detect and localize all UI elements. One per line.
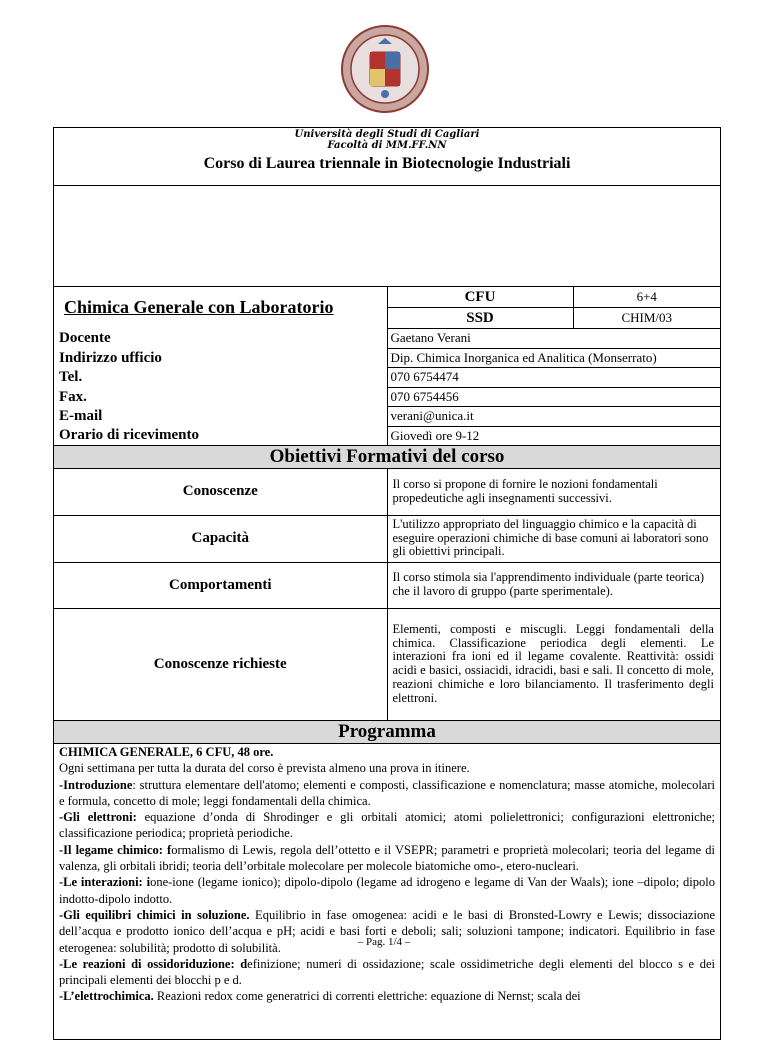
topic-title: -Gli elettroni:: [59, 810, 137, 825]
topic-text: ormalismo di Lewis, regola dell’ottetto e il VSEPR; parametri e proprietà molecolari; teoria del legame di valenza, gli orbitali ibridi; teoria dell’orbitale molecolare per molecole biatomiche omo-, etero-nucleari.: [59, 842, 715, 874]
info-value-tel: 070 6754474: [387, 368, 720, 388]
topic-title: -Introduzione: [59, 777, 133, 792]
program-topic: [59, 874, 715, 907]
faculty-name: Facoltà di MM.FF.NN: [327, 140, 447, 151]
info-value-indirizzo: Dip. Chimica Inorganica ed Analitica (Monserrato): [387, 348, 720, 368]
topic-title: -Le interazioni: i: [59, 875, 151, 890]
degree-title: Corso di Laurea triennale in Biotecnologie Industriali: [203, 155, 571, 172]
university-seal-logo: [340, 24, 430, 114]
header-blank-area: [54, 186, 720, 287]
program-topic: [59, 777, 715, 810]
topic-title: -Gli equilibri chimici in soluzione.: [59, 907, 250, 922]
ssd-value: CHIM/03: [573, 308, 720, 329]
objective-text-conoscenze-richieste: Elementi, composti e miscugli. Leggi fondamentali della chimica. Classificazione periodica degli elementi. Le interazioni fra ioni ed il legame covalente. Reattività: ossidi acidi e basici, ossiacidi, idracidi, basi e sali. Il concetto di mole, reazioni chimiche e loro bilanciamento. Il trasferimento degli elettroni.: [392, 621, 714, 705]
objective-label-comportamenti: Comportamenti: [54, 562, 387, 608]
objective-label-conoscenze: Conoscenze: [54, 469, 387, 515]
program-body: [54, 744, 720, 1039]
info-label-docente: Docente: [59, 330, 111, 346]
info-value-docente: Gaetano Verani: [387, 329, 720, 349]
info-label-email: E-mail: [59, 408, 103, 424]
objective-text-capacita: L'utilizzo appropriato del linguaggio chimico e la capacità di eseguire operazioni chimiche di base comuni ai laboratori sono gli obiettivi principali.: [387, 515, 720, 562]
program-topic: [59, 907, 715, 956]
cfu-value: 6+4: [573, 287, 720, 308]
topic-title: -Le reazioni di ossidoriduzione: d: [59, 956, 248, 971]
objectives-heading: Obiettivi Formativi del corso: [54, 445, 720, 469]
program-course-line: CHIMICA GENERALE, 6 CFU, 48 ore.: [59, 745, 274, 759]
info-value-orario: Giovedì ore 9-12: [387, 426, 720, 445]
document-frame: [53, 127, 721, 1040]
topic-text: Reazioni redox come generatrici di correnti elettriche: equazione di Nernst; scala dei: [153, 989, 581, 1004]
program-topic: [59, 956, 715, 989]
info-value-fax: 070 6754456: [387, 387, 720, 407]
topic-text: : struttura elementare dell'atomo; elementi e composti, classificazione e nomenclatura; masse atomiche, molecolari e formula, concetto di mole; leggi fondamentali della chimica.: [59, 777, 715, 808]
info-label-indirizzo: Indirizzo ufficio: [59, 349, 162, 366]
objective-label-capacita: Capacità: [54, 515, 387, 562]
topic-title: -L’elettrochimica.: [59, 989, 154, 1004]
institution-header: [54, 129, 720, 186]
program-topic: [59, 809, 715, 842]
topic-text: equazione d’onda di Shrodinger e gli orbitali atomici; atomi polielettronici; configurazioni elettroniche; classificazione periodica; proprietà periodiche.: [59, 810, 715, 841]
info-value-email: verani@unica.it: [387, 407, 720, 427]
page-number: – Pag. 1/4 –: [357, 936, 411, 948]
program-topic: [59, 842, 715, 875]
objective-text-conoscenze: Il corso si propone di fornire le nozioni fondamentali propedeutiche agli insegnamenti successivi.: [387, 469, 720, 515]
topic-title: -Il legame chimico: f: [59, 842, 172, 857]
ssd-label: SSD: [387, 308, 573, 329]
course-info-table: [54, 287, 720, 445]
info-label-orario: Orario di ricevimento: [59, 427, 199, 444]
cfu-label: CFU: [387, 287, 573, 308]
topic-text: one-ione (legame ionico); dipolo-dipolo (legame ad idrogeno e legame di Van der Waals); ione –dipolo; dipolo indotto-dipolo indotto.: [59, 875, 715, 906]
program-topic: [59, 988, 715, 1004]
program-intro-line: Ogni settimana per tutta la durata del corso è prevista almeno una prova in itinere.: [59, 761, 470, 776]
objective-label-conoscenze-richieste: Conoscenze richieste: [54, 608, 387, 720]
university-name: Università degli Studi di Cagliari: [294, 129, 480, 140]
course-title: Chimica Generale con Laboratorio: [54, 287, 387, 329]
objectives-table: [54, 469, 720, 720]
info-label-fax: Fax.: [59, 388, 87, 405]
topic-text: Equilibrio in fase omogenea: acidi e le basi di Bronsted-Lowry e Lewis; dissociazione dell’acqua e prodotto ionico dell’acqua e pH; acidi e basi forti e deboli; sali; soluzioni tampone; indicatori. Equilibrio in fase eterogenea: solubilità; prodotto di solubilità.: [59, 907, 715, 955]
info-label-tel: Tel.: [59, 369, 83, 385]
topic-text: efinizione; numeri di ossidazione; scale ossidimetriche degli elementi del blocco s e dei principali elementi dei blocchi p e d.: [59, 956, 715, 988]
program-heading: Programma: [54, 720, 720, 744]
objective-text-comportamenti: Il corso stimola sia l'apprendimento individuale (parte teorica) che il lavoro di gruppo (parte sperimentale).: [387, 562, 720, 608]
